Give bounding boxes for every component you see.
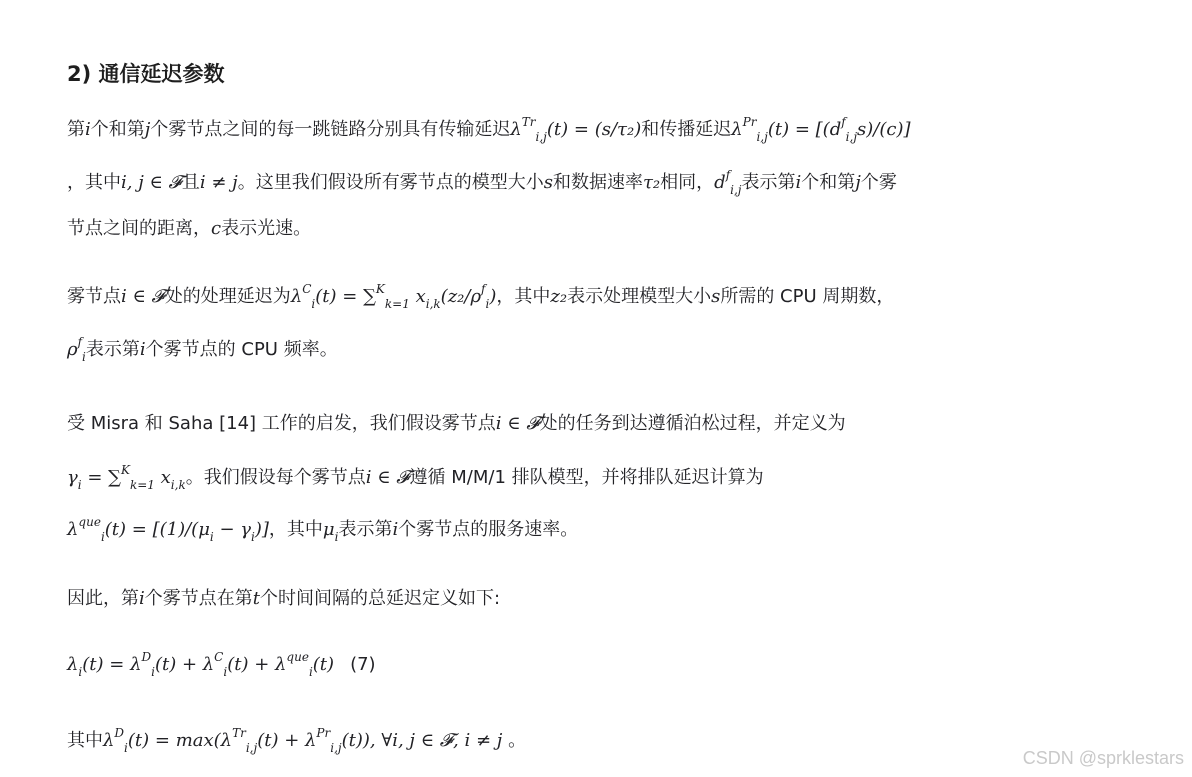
- text: 相同，: [660, 172, 715, 193]
- math-sub: i: [100, 530, 105, 544]
- math: s: [711, 286, 721, 307]
- paragraph-3-line-1: [67, 412, 846, 436]
- math: (t) + λ: [154, 654, 215, 675]
- math: (t) = ∑: [315, 286, 376, 307]
- text: 个雾: [860, 172, 897, 193]
- math-sup: D: [114, 726, 125, 740]
- math-sup: f: [481, 282, 486, 296]
- math-sup: Pr: [742, 115, 757, 129]
- math: (t) = [(d: [767, 119, 842, 140]
- math-sub: i: [223, 665, 228, 679]
- text: 所需的 CPU 周期数，: [720, 286, 895, 307]
- math-sub: i,j: [756, 130, 768, 144]
- text: 受 Misra 和 Saha [14] 工作的启发，我们假设雾节点: [67, 413, 496, 434]
- math: i: [795, 172, 802, 193]
- math-sup: f: [77, 335, 83, 349]
- watermark: CSDN @sprklestars: [1022, 748, 1184, 768]
- math-sub: i: [308, 665, 313, 679]
- text: 。这里我们假设所有雾节点的模型大小: [237, 172, 544, 193]
- math-sub: i: [151, 665, 155, 679]
- math-sup: f: [841, 115, 846, 129]
- math: (t) = λ: [82, 654, 142, 675]
- text: 个雾节点的 CPU 频率。: [145, 339, 338, 360]
- math: (t) = (s/τ₂): [546, 119, 642, 140]
- text: 节点之间的距离，: [67, 218, 211, 239]
- section-heading: 2) 通信延迟参数: [67, 62, 225, 86]
- math: i, j ∈ 𝓕: [121, 172, 182, 193]
- math: (t) = [(1)/(μ: [104, 519, 210, 540]
- text: 个雾节点在第: [144, 588, 253, 609]
- paragraph-3-line-3: [67, 515, 579, 544]
- math-sup: Tr: [521, 115, 536, 129]
- math: (t)),: [341, 730, 376, 751]
- paragraph-1-line-2: [67, 168, 897, 197]
- math-sub: i: [334, 530, 339, 544]
- math: (t) + λ: [257, 730, 317, 751]
- math: (t): [312, 654, 335, 675]
- math-sup: Pr: [316, 726, 331, 740]
- math: τ₂: [642, 172, 661, 193]
- math: i: [139, 339, 146, 360]
- text: 遵循 M/M/1 排队模型，并将排队延迟计算为: [409, 467, 764, 488]
- math: i: [392, 519, 399, 540]
- math: λ: [290, 286, 303, 307]
- math: ∀i, j ∈ 𝓕,: [375, 730, 465, 751]
- math-sup: C: [302, 282, 312, 296]
- math: j: [855, 172, 861, 193]
- math: ): [489, 286, 497, 307]
- math: λ: [103, 730, 115, 751]
- math: γ: [67, 467, 78, 488]
- text: 。: [502, 730, 527, 751]
- math: λ: [67, 519, 79, 540]
- math: − γ: [213, 519, 252, 540]
- math: )]: [254, 519, 269, 540]
- math-sub: i: [251, 530, 255, 544]
- math: c: [211, 218, 222, 239]
- text: 个时间间隔的总延迟定义如下:: [260, 588, 501, 609]
- text: 表示第: [338, 519, 393, 540]
- math: j: [144, 119, 151, 140]
- math: i ∈ 𝓕: [121, 286, 165, 307]
- math: x: [409, 286, 426, 307]
- math-sub: i,j: [535, 130, 547, 144]
- text: ，其中: [496, 286, 551, 307]
- math-sub: i: [485, 297, 490, 311]
- math: i ≠ j: [464, 730, 503, 751]
- math: z₂: [550, 286, 568, 307]
- math-sub: i: [78, 665, 83, 679]
- paragraph-5: [67, 726, 527, 755]
- text: 第: [67, 119, 85, 140]
- math-sub: i,k: [425, 297, 441, 311]
- math-sub: i,j: [245, 741, 258, 755]
- text: 个和第: [801, 172, 856, 193]
- paragraph-2-line-2: [67, 335, 338, 364]
- math-sup: D: [141, 650, 152, 664]
- math: (t) = max(λ: [127, 730, 233, 751]
- math-sup: Tr: [232, 726, 246, 740]
- text: 和传播延迟: [641, 119, 732, 140]
- paragraph-3-line-2: [67, 463, 764, 492]
- text: 个雾节点的服务速率。: [398, 519, 579, 540]
- text: 。我们假设每个雾节点: [185, 467, 366, 488]
- math: i: [85, 119, 91, 140]
- text: 表示第: [741, 172, 796, 193]
- math: = ∑: [81, 467, 121, 488]
- math-sub: k=1: [129, 478, 155, 492]
- math-sup: que: [286, 650, 309, 664]
- math: s: [543, 172, 553, 193]
- math: λ: [731, 119, 743, 140]
- math-sup: K: [375, 282, 385, 296]
- math-sub: i,j: [730, 183, 742, 197]
- text: 处的任务到达遵循泊松过程，并定义为: [539, 413, 846, 434]
- math-sup: C: [214, 650, 224, 664]
- math-sub: i: [82, 350, 86, 364]
- math: i ∈ 𝓕: [365, 467, 410, 488]
- text: 表示光速。: [221, 218, 312, 239]
- math-sub: k=1: [384, 297, 410, 311]
- text: 个雾节点之间的每一跳链路分别具有传输延迟: [150, 119, 511, 140]
- math: s)/(c)]: [857, 119, 911, 140]
- text: 表示第: [85, 339, 140, 360]
- paragraph-1-line-3: [67, 217, 311, 241]
- text: 个和第: [90, 119, 145, 140]
- paragraph-4: [67, 587, 500, 611]
- math-sub: i,j: [330, 741, 342, 755]
- math-sub: i,k: [170, 478, 186, 492]
- text: 因此，第: [67, 588, 139, 609]
- math-sub: i: [311, 297, 316, 311]
- math-sup: f: [725, 168, 731, 182]
- math: μ: [322, 519, 335, 540]
- text: 其中: [67, 730, 103, 751]
- math: t: [252, 588, 260, 609]
- math-sup: que: [78, 515, 101, 529]
- math-sub: i,j: [845, 130, 858, 144]
- math: i ≠ j: [199, 172, 238, 193]
- text: 雾节点: [67, 286, 121, 307]
- math: (z₂/ρ: [440, 286, 482, 307]
- math: x: [154, 467, 171, 488]
- math-sub: i: [209, 530, 214, 544]
- paragraph-2-line-1: [67, 282, 895, 311]
- math: λ: [67, 654, 79, 675]
- paragraph-1-line-1: [67, 115, 911, 144]
- math-sup: K: [120, 463, 130, 477]
- math: d: [714, 172, 726, 193]
- math: i ∈ 𝓕: [495, 413, 540, 434]
- math: λ: [510, 119, 522, 140]
- math: (t) + λ: [227, 654, 287, 675]
- math: ρ: [67, 339, 78, 360]
- text: ，其中: [268, 519, 323, 540]
- text: 且: [181, 172, 200, 193]
- text: ，其中: [67, 172, 121, 193]
- math-sub: i: [77, 478, 82, 492]
- text: 和数据速率: [552, 172, 643, 193]
- equation-number: (7): [350, 654, 376, 675]
- math-sub: i: [124, 741, 128, 755]
- text: 处的处理延迟为: [164, 286, 291, 307]
- equation-7: [67, 650, 376, 679]
- math: i: [139, 588, 145, 609]
- text: 表示处理模型大小: [567, 286, 712, 307]
